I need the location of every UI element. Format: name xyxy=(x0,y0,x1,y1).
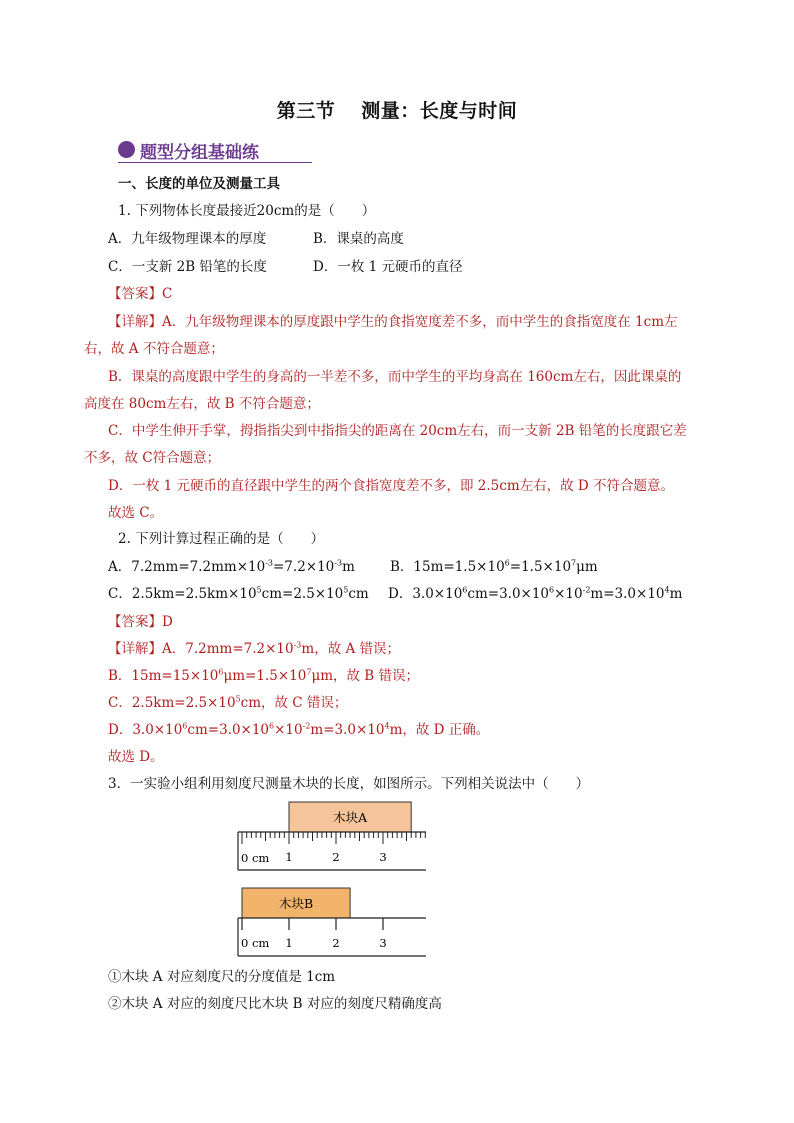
q2-answer xyxy=(108,612,173,632)
q3-statement-1: ①木块 A 对应刻度尺的分度值是 1cm xyxy=(108,969,336,985)
title-section-number: 第三节 xyxy=(276,100,336,122)
q1-detail-line-3: B．课桌的高度跟中学生的身高的一半差不多，而中学生的平均身高在 160cm左右，因此课桌的 xyxy=(108,369,682,385)
q1-option-d: D．一枚 1 元硬币的直径 xyxy=(313,259,463,275)
q2-detail-b: B．$15m=15\times 10^6\mu m=1.5\times 10^7\mu m$，故 B 错误； xyxy=(108,667,420,684)
ruler-tick-label: 3 xyxy=(379,850,387,864)
section-header-text: 题型分组基础练 xyxy=(140,143,259,163)
detail-tag: 【详解】 xyxy=(108,314,162,330)
subsection-title: 一、长度的单位及测量工具 xyxy=(118,176,280,192)
q2-detail-a: 【详解】A．$7.2mm=7.2\times 10^{-3}m$，故 A 错误； xyxy=(108,640,401,657)
detail-text: A．九年级物理课本的厚度跟中学生的食指宽度差不多，而中学生的食指宽度在 1cm左 xyxy=(162,314,678,330)
ruler-a-ticks xyxy=(242,832,425,844)
q2-conclusion: 故选 D。 xyxy=(108,749,164,765)
q2-option-a: A．$7.2mm=7.2mm\times 10^{-3}=7.2\times 10^{-3}m$ xyxy=(108,558,355,575)
block-b-label: 木块B xyxy=(278,896,314,911)
title-topic: 测量：长度与时间 xyxy=(361,100,518,122)
ruler-tick-label: 3 xyxy=(379,936,387,950)
answer-tag: 【答案】 xyxy=(108,286,162,302)
ruler-tick-label: 2 xyxy=(332,936,340,950)
q1-option-c: C．一支新 2B 铅笔的长度 xyxy=(108,259,267,275)
q1-conclusion: 故选 C。 xyxy=(108,505,164,521)
q1-detail-line-5: C．中学生伸开手掌，拇指指尖到中指指尖的距离在 20cm左右，而一支新 2B 铅笔的长度跟它差 xyxy=(108,423,687,439)
q2-detail-c: C．$2.5km=2.5\times 10^5cm$，故 C 错误； xyxy=(108,694,348,711)
ruler-tick-label: 1 xyxy=(285,850,293,864)
answer-value: D xyxy=(162,614,173,630)
ruler-b-tick-labels xyxy=(285,936,386,950)
q1-detail-line-4: 高度在 80cm左右，故 B 不符合题意； xyxy=(84,396,320,412)
ruler-figure xyxy=(230,798,430,960)
ruler-b-unit-label: 0 cm xyxy=(241,936,270,950)
ruler-a-tick-labels xyxy=(285,850,386,864)
ruler-b xyxy=(238,888,426,956)
q1-detail-line-7: D．一枚 1 元硬币的直径跟中学生的两个食指宽度差不多，即 2.5cm左右，故 D 不符合题意。 xyxy=(108,478,675,494)
q1-detail-line-6: 不多，故 C符合题意； xyxy=(84,450,221,466)
ruler-tick-label: 1 xyxy=(285,936,293,950)
page-title xyxy=(0,96,794,123)
q2-option-d: D．$3.0\times 10^6cm=3.0\times 10^6\times 10^{-2}m=3.0\times 10^4m$ xyxy=(388,585,683,602)
q1-detail-line-2: 右，故 A 不符合题意； xyxy=(84,341,224,357)
q1-detail-line-1 xyxy=(108,312,678,332)
q1-question: 1. 下列物体长度最接近20cm的是（ ） xyxy=(118,203,376,219)
q3-statement-2: ②木块 A 对应的刻度尺比木块 B 对应的刻度尺精确度高 xyxy=(108,996,442,1012)
detail-tag: 【详解】 xyxy=(108,641,162,657)
q1-option-b: B．课桌的高度 xyxy=(313,231,404,247)
ruler-a xyxy=(238,802,426,870)
q2-question: 2. 下列计算过程正确的是（ ） xyxy=(118,531,325,547)
ruler-a-unit-label: 0 cm xyxy=(241,851,270,865)
q2-option-b: B．$15m=1.5\times 10^6=1.5\times 10^7\mu m$ xyxy=(390,558,598,575)
q3-question: 3．一实验小组利用刻度尺测量木块的长度，如图所示。下列相关说法中（ ） xyxy=(108,776,590,792)
bullet-circle-icon xyxy=(118,141,135,158)
answer-tag: 【答案】 xyxy=(108,614,162,630)
q2-option-c: C．$2.5km=2.5km\times 10^5cm=2.5\times 10^5cm$ xyxy=(108,585,369,602)
section-header xyxy=(118,138,312,163)
block-a-label: 木块A xyxy=(333,810,368,825)
q2-detail-d: D．$3.0\times 10^6cm=3.0\times 10^6\times 10^{-2}m=3.0\times 10^4m$，故 D 正确。 xyxy=(108,721,490,738)
ruler-b-ticks xyxy=(242,918,383,930)
q1-answer xyxy=(108,284,172,304)
ruler-tick-label: 2 xyxy=(332,850,340,864)
q1-option-a: A．九年级物理课本的厚度 xyxy=(108,231,267,247)
answer-value: C xyxy=(162,286,173,302)
